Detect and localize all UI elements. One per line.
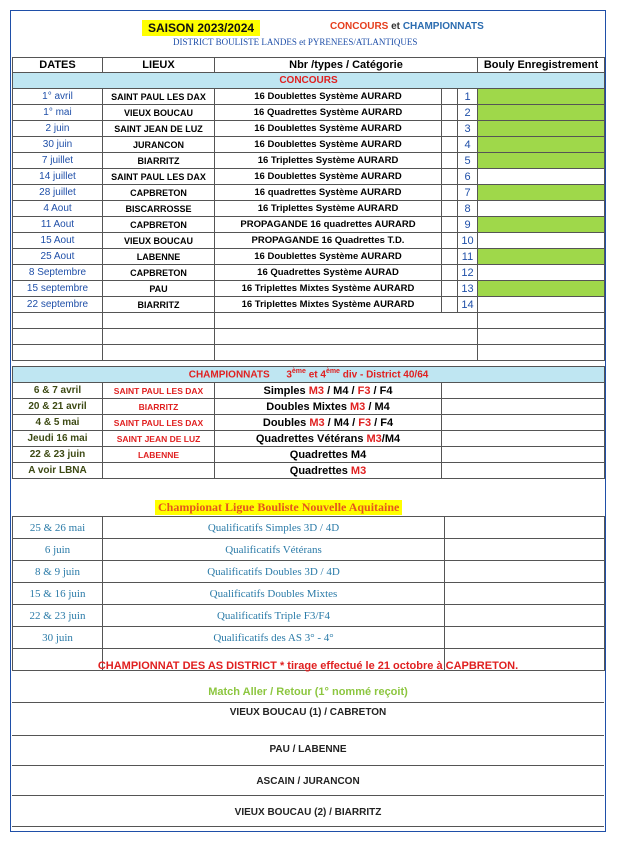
empty-cell: [442, 463, 605, 479]
empty-row: [13, 329, 605, 345]
spacer-cell: [442, 217, 458, 233]
concours-row: [13, 137, 605, 153]
empty-cell: [442, 431, 605, 447]
date-cell: 14 juillet: [13, 169, 103, 185]
lieu-cell: LABENNE: [103, 249, 215, 265]
divider: [12, 765, 604, 766]
concours-row: [13, 281, 605, 297]
col-bouly: Bouly Enregistrement: [478, 58, 605, 73]
spacer-cell: [442, 265, 458, 281]
category-cell: Qualificatifs Triple F3/F4: [103, 605, 445, 627]
lieu-cell: BIARRITZ: [103, 297, 215, 313]
category-cell: 16 Doublettes Système AURARD: [215, 137, 442, 153]
date-cell: 15 & 16 juin: [13, 583, 103, 605]
match-line: VIEUX BOUCAU (1) / CABRETON: [229, 707, 387, 718]
championnats-band: CHAMPIONNATS 3ème et 4ème div - District 40/64: [13, 367, 605, 383]
category-cell: Doubles M3 / M4 / F3 / F4: [215, 415, 442, 431]
col-dates: DATES: [13, 58, 103, 73]
date-cell: 4 & 5 mai: [13, 415, 103, 431]
bouly-registration-cell: [478, 105, 605, 121]
match-subtitle: Match Aller / Retour (1° nommé reçoit): [208, 686, 408, 698]
spacer-cell: [442, 233, 458, 249]
category-cell: 16 Triplettes Système AURARD: [215, 201, 442, 217]
concours-row: [13, 169, 605, 185]
date-cell: 22 & 23 juin: [13, 605, 103, 627]
spacer-cell: [442, 153, 458, 169]
bouly-registration-cell: [478, 233, 605, 249]
empty-cell: [445, 517, 605, 539]
category-cell: Quadrettes M4: [215, 447, 442, 463]
date-cell: 7 juillet: [13, 153, 103, 169]
district-label: DISTRICT BOULISTE LANDES et PYRENEES/ATLANTIQUES: [173, 37, 418, 47]
empty-cell: [445, 627, 605, 649]
category-cell: Simples M3 / M4 / F3 / F4: [215, 383, 442, 399]
date-cell: 22 septembre: [13, 297, 103, 313]
bouly-registration-cell: [478, 265, 605, 281]
spacer-cell: [442, 281, 458, 297]
number-cell: 12: [458, 265, 478, 281]
category-cell: Quadrettes Vétérans M3/M4: [215, 431, 442, 447]
number-cell: 10: [458, 233, 478, 249]
category-cell: Doubles Mixtes M3 / M4: [215, 399, 442, 415]
category-cell: 16 Doublettes Système AURARD: [215, 89, 442, 105]
bouly-registration-cell: [478, 297, 605, 313]
lieu-cell: JURANCON: [103, 137, 215, 153]
spacer-cell: [442, 297, 458, 313]
championnat-row: [13, 447, 605, 463]
empty-cell: [442, 383, 605, 399]
lieu-cell: CAPBRETON: [103, 265, 215, 281]
category-cell: 16 Triplettes Mixtes Système AURARD: [215, 297, 442, 313]
lieu-cell: VIEUX BOUCAU: [103, 233, 215, 249]
spacer-cell: [442, 169, 458, 185]
number-cell: 5: [458, 153, 478, 169]
number-cell: 6: [458, 169, 478, 185]
date-cell: 22 & 23 juin: [13, 447, 103, 463]
bouly-registration-cell: [478, 249, 605, 265]
concours-row: [13, 233, 605, 249]
concours-row: [13, 105, 605, 121]
number-cell: 4: [458, 137, 478, 153]
lieu-cell: CAPBRETON: [103, 185, 215, 201]
ligue-row: [13, 539, 605, 561]
category-cell: 16 quadrettes Système AURARD: [215, 185, 442, 201]
ligue-row: [13, 583, 605, 605]
championnats-table: [12, 366, 605, 479]
category-cell: 16 Doublettes Système AURARD: [215, 121, 442, 137]
bouly-registration-cell: [478, 137, 605, 153]
lieu-cell: LABENNE: [103, 447, 215, 463]
date-cell: 11 Aout: [13, 217, 103, 233]
lieu-cell: SAINT PAUL LES DAX: [103, 169, 215, 185]
championnat-row: [13, 463, 605, 479]
spacer-cell: [442, 201, 458, 217]
bouly-registration-cell: [478, 185, 605, 201]
date-cell: Jeudi 16 mai: [13, 431, 103, 447]
number-cell: 9: [458, 217, 478, 233]
date-cell: 4 Aout: [13, 201, 103, 217]
category-cell: 16 Triplettes Mixtes Système AURARD: [215, 281, 442, 297]
championnat-row: [13, 431, 605, 447]
season-title: SAISON 2023/2024: [142, 20, 260, 36]
bouly-registration-cell: [478, 153, 605, 169]
col-lieux: LIEUX: [103, 58, 215, 73]
concours-row: [13, 185, 605, 201]
category-cell: Qualificatifs des AS 3° - 4°: [103, 627, 445, 649]
lieu-cell: SAINT JEAN DE LUZ: [103, 431, 215, 447]
bouly-registration-cell: [478, 89, 605, 105]
bouly-registration-cell: [478, 121, 605, 137]
concours-row: [13, 297, 605, 313]
lieu-cell: PAU: [103, 281, 215, 297]
empty-cell: [442, 415, 605, 431]
championnat-row: [13, 399, 605, 415]
number-cell: 11: [458, 249, 478, 265]
header-subtitle: CONCOURS et CHAMPIONNATS: [330, 21, 484, 32]
lieu-cell: SAINT JEAN DE LUZ: [103, 121, 215, 137]
category-cell: 16 Quadrettes Système AURAD: [215, 265, 442, 281]
spacer-cell: [442, 89, 458, 105]
lieu-cell: SAINT PAUL LES DAX: [103, 415, 215, 431]
number-cell: 2: [458, 105, 478, 121]
ligue-row: [13, 561, 605, 583]
date-cell: 28 juillet: [13, 185, 103, 201]
ligue-table: [12, 516, 605, 671]
category-cell: Qualificatifs Simples 3D / 4D: [103, 517, 445, 539]
date-cell: 6 & 7 avril: [13, 383, 103, 399]
concours-row: [13, 121, 605, 137]
category-cell: PROPAGANDE 16 Quadrettes T.D.: [215, 233, 442, 249]
col-categorie: Nbr /types / Catégorie: [215, 58, 478, 73]
date-cell: 15 septembre: [13, 281, 103, 297]
category-cell: 16 Doublettes Système AURARD: [215, 249, 442, 265]
date-cell: 25 Aout: [13, 249, 103, 265]
empty-cell: [445, 605, 605, 627]
spacer-cell: [442, 249, 458, 265]
lieu-cell: SAINT PAUL LES DAX: [103, 89, 215, 105]
date-cell: 25 & 26 mai: [13, 517, 103, 539]
bouly-registration-cell: [478, 169, 605, 185]
number-cell: 3: [458, 121, 478, 137]
category-cell: Qualificatifs Vétérans: [103, 539, 445, 561]
empty-cell: [442, 447, 605, 463]
category-cell: 16 Quadrettes Système AURARD: [215, 105, 442, 121]
concours-row: [13, 201, 605, 217]
date-cell: 30 juin: [13, 137, 103, 153]
empty-cell: [445, 539, 605, 561]
lieu-cell: VIEUX BOUCAU: [103, 105, 215, 121]
empty-cell: [445, 561, 605, 583]
concours-row: [13, 265, 605, 281]
date-cell: 1° mai: [13, 105, 103, 121]
concours-row: [13, 89, 605, 105]
category-cell: Qualificatifs Doubles Mixtes: [103, 583, 445, 605]
championnat-row: [13, 383, 605, 399]
lieu-cell: BIARRITZ: [103, 153, 215, 169]
number-cell: 7: [458, 185, 478, 201]
match-line: ASCAIN / JURANCON: [256, 776, 360, 787]
empty-row: [13, 313, 605, 329]
number-cell: 13: [458, 281, 478, 297]
ligue-title: Championat Ligue Bouliste Nouvelle Aquitaine: [155, 500, 402, 515]
date-cell: 15 Aout: [13, 233, 103, 249]
number-cell: 8: [458, 201, 478, 217]
concours-row: [13, 249, 605, 265]
column-header-row: [13, 58, 605, 73]
spacer-cell: [442, 185, 458, 201]
date-cell: 8 Septembre: [13, 265, 103, 281]
date-cell: 2 juin: [13, 121, 103, 137]
number-cell: 1: [458, 89, 478, 105]
lieu-cell: [103, 463, 215, 479]
lieu-cell: BISCARROSSE: [103, 201, 215, 217]
divider: [12, 702, 604, 703]
date-cell: 6 juin: [13, 539, 103, 561]
category-cell: 16 Doublettes Système AURARD: [215, 169, 442, 185]
concours-band: CONCOURS: [13, 73, 605, 89]
concours-table: [12, 57, 605, 361]
concours-row: [13, 217, 605, 233]
date-cell: A voir LBNA: [13, 463, 103, 479]
date-cell: 30 juin: [13, 627, 103, 649]
date-cell: 1° avril: [13, 89, 103, 105]
ligue-row: [13, 627, 605, 649]
concours-row: [13, 153, 605, 169]
match-line: PAU / LABENNE: [269, 744, 347, 755]
as-district-title: CHAMPIONNAT DES AS DISTRICT * tirage effectué le 21 octobre à CAPBRETON.: [97, 660, 519, 672]
spacer-cell: [442, 121, 458, 137]
lieu-cell: CAPBRETON: [103, 217, 215, 233]
date-cell: 20 & 21 avril: [13, 399, 103, 415]
empty-row: [13, 345, 605, 361]
match-line: VIEUX BOUCAU (2) / BIARRITZ: [234, 807, 382, 818]
divider: [12, 795, 604, 796]
ligue-row: [13, 605, 605, 627]
number-cell: 14: [458, 297, 478, 313]
divider: [12, 826, 604, 827]
spacer-cell: [442, 105, 458, 121]
date-cell: 8 & 9 juin: [13, 561, 103, 583]
category-cell: Qualificatifs Doubles 3D / 4D: [103, 561, 445, 583]
category-cell: 16 Triplettes Système AURARD: [215, 153, 442, 169]
ligue-row: [13, 517, 605, 539]
spacer-cell: [442, 137, 458, 153]
championnat-row: [13, 415, 605, 431]
empty-cell: [445, 583, 605, 605]
lieu-cell: BIARRITZ: [103, 399, 215, 415]
bouly-registration-cell: [478, 281, 605, 297]
bouly-registration-cell: [478, 201, 605, 217]
bouly-registration-cell: [478, 217, 605, 233]
empty-cell: [442, 399, 605, 415]
category-cell: Quadrettes M3: [215, 463, 442, 479]
lieu-cell: SAINT PAUL LES DAX: [103, 383, 215, 399]
divider: [12, 735, 604, 736]
category-cell: PROPAGANDE 16 quadrettes AURARD: [215, 217, 442, 233]
